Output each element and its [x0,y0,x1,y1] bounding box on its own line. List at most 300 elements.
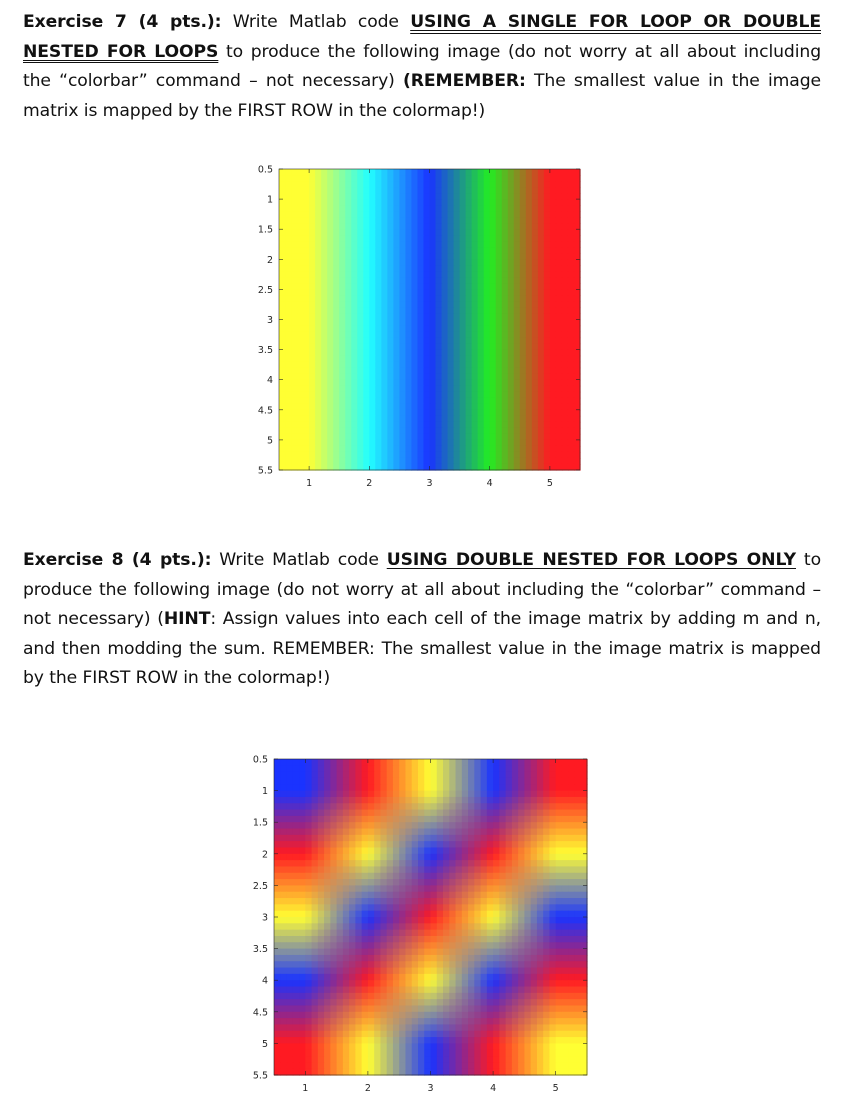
ex7-image-cell [417,229,424,236]
ex7-image-cell [574,247,581,254]
ex8-image-cell [274,879,281,886]
ex8-image-cell [443,930,450,937]
ex7-image-cell [460,440,467,447]
ex8-image-cell [418,854,425,861]
ex7-image-cell [550,350,557,357]
ex7-image-cell [526,452,533,459]
ex7-image-cell [423,301,430,308]
ex8-image-cell [512,904,519,911]
ex8-image-cell [437,866,444,873]
ex8-image-cell [318,784,325,791]
ex7-image-cell [472,241,479,248]
ex7-image-cell [417,464,424,471]
ex7-image-cell [460,175,467,182]
ex8-image-cell [443,866,450,873]
ex7-image-cell [423,247,430,254]
ex8-image-cell [418,1031,425,1038]
ex8-image-cell [474,810,481,817]
ex8-image-cell [462,784,469,791]
ex8-image-cell [355,765,362,772]
ex8-image-cell [343,993,350,1000]
ex8-image-cell [293,791,300,798]
ex7-xtick-label: 3 [426,478,433,489]
ex7-image-cell [345,295,352,302]
ex7-image-cell [502,410,509,417]
ex8-image-cell [330,1018,337,1025]
ex7-image-cell [550,344,557,351]
ex8-image-cell [493,829,500,836]
ex8-image-cell [393,759,400,766]
ex7-image-cell [411,398,418,405]
ex8-image-cell [574,1018,581,1025]
ex7-image-cell [568,265,575,272]
ex7-image-cell [279,181,286,188]
ex7-image-cell [556,434,563,441]
ex7-image-cell [430,344,437,351]
ex8-image-cell [330,791,337,798]
ex7-image-cell [327,277,334,284]
ex8-image-cell [412,1050,419,1057]
ex7-image-cell [279,332,286,339]
ex7-image-cell [508,458,515,465]
ex7-image-cell [291,199,298,206]
ex7-image-cell [285,458,292,465]
ex7-image-cell [285,410,292,417]
ex7-image-cell [514,205,521,212]
ex8-image-cell [468,961,475,968]
ex7-image-cell [321,307,328,314]
ex7-image-cell [472,187,479,194]
ex8-image-cell [299,1031,306,1038]
ex8-image-cell [337,810,344,817]
ex8-image-cell [393,917,400,924]
ex7-image-cell [532,265,539,272]
ex7-image-cell [297,193,304,200]
ex7-image-cell [532,392,539,399]
ex7-image-cell [411,356,418,363]
ex7-image-cell [351,205,358,212]
ex8-image-cell [362,879,369,886]
ex8-image-cell [399,873,406,880]
ex7-image-cell [405,205,412,212]
ex8-image-cell [537,980,544,987]
ex8-image-cell [368,772,375,779]
ex8-image-cell [368,955,375,962]
ex8-image-cell [293,759,300,766]
ex8-image-cell [324,759,331,766]
exercise-8-emphasis: USING DOUBLE NESTED FOR LOOPS ONLY [386,550,796,570]
ex8-image-cell [412,860,419,867]
ex8-image-cell [493,961,500,968]
ex8-image-cell [424,936,431,943]
ex8-image-cell [581,1037,588,1044]
ex7-image-cell [454,223,461,230]
ex7-image-cell [532,458,539,465]
ex7-image-cell [496,199,503,206]
ex7-image-cell [430,338,437,345]
ex7-image-cell [490,326,497,333]
ex7-image-cell [327,211,334,218]
ex8-image-cell [293,1012,300,1019]
ex8-image-cell [337,778,344,785]
ex7-image-cell [411,175,418,182]
ex8-image-cell [581,892,588,899]
ex8-image-cell [512,1024,519,1031]
ex8-image-cell [299,810,306,817]
ex7-image-cell [279,344,286,351]
ex8-image-cell [412,936,419,943]
ex7-image-cell [442,392,449,399]
ex8-image-cell [330,1062,337,1069]
ex8-image-cell [437,873,444,880]
ex8-image-cell [337,841,344,848]
ex7-image-cell [478,271,485,278]
ex7-image-cell [417,410,424,417]
ex8-image-cell [399,898,406,905]
ex8-image-cell [330,879,337,886]
ex8-image-cell [299,841,306,848]
ex7-image-cell [327,247,334,254]
ex7-image-cell [574,464,581,471]
ex7-image-cell [387,205,394,212]
ex7-image-cell [496,392,503,399]
ex7-image-cell [399,464,406,471]
ex7-image-cell [502,464,509,471]
ex7-image-cell [333,398,340,405]
ex8-image-cell [318,885,325,892]
ex8-image-cell [556,904,563,911]
ex7-image-cell [514,350,521,357]
ex7-image-cell [297,223,304,230]
ex7-image-cell [363,326,370,333]
ex7-image-cell [568,283,575,290]
ex7-image-cell [339,181,346,188]
ex8-image-cell [531,1037,538,1044]
ex7-image-cell [321,211,328,218]
ex8-image-cell [462,949,469,956]
ex7-image-cell [484,326,491,333]
ex8-image-cell [506,854,513,861]
ex8-image-cell [393,1056,400,1063]
ex7-image-cell [490,416,497,423]
ex8-image-cell [562,999,569,1006]
ex7-image-cell [411,422,418,429]
ex8-image-cell [468,816,475,823]
ex8-image-cell [431,936,438,943]
ex7-image-cell [520,199,527,206]
ex7-image-cell [502,356,509,363]
ex8-image-cell [387,898,394,905]
ex8-image-cell [343,923,350,930]
ex8-image-cell [337,917,344,924]
ex7-image-cell [430,386,437,393]
ex7-image-cell [568,410,575,417]
ex7-image-cell [303,428,310,435]
ex7-image-cell [321,344,328,351]
ex7-image-cell [442,356,449,363]
ex7-image-cell [423,235,430,242]
ex7-image-cell [411,253,418,260]
ex8-image-cell [499,784,506,791]
ex8-image-cell [305,999,312,1006]
ex8-image-cell [449,987,456,994]
ex7-image-cell [478,253,485,260]
ex7-image-cell [405,434,412,441]
ex8-image-cell [524,999,531,1006]
ex7-image-cell [315,452,322,459]
ex7-image-cell [279,253,286,260]
ex7-image-cell [411,235,418,242]
ex8-image-cell [524,829,531,836]
ex7-image-cell [309,277,316,284]
ex8-image-cell [287,1005,294,1012]
ex7-image-cell [405,307,412,314]
ex7-image-cell [472,458,479,465]
ex8-image-cell [556,772,563,779]
ex8-image-cell [399,955,406,962]
ex8-image-cell [374,803,381,810]
ex8-image-cell [493,955,500,962]
ex8-image-cell [324,942,331,949]
ex8-image-cell [524,961,531,968]
ex8-image-cell [424,784,431,791]
ex8-image-cell [568,772,575,779]
ex7-image-cell [562,253,569,260]
ex8-image-cell [318,987,325,994]
ex8-image-cell [418,816,425,823]
ex7-image-cell [399,169,406,176]
ex8-image-cell [431,1037,438,1044]
ex7-image-cell [544,313,551,320]
ex7-image-cell [484,313,491,320]
ex8-image-cell [312,1037,319,1044]
ex7-image-cell [430,229,437,236]
ex8-image-cell [568,879,575,886]
ex8-image-cell [280,772,287,779]
ex8-image-cell [405,942,412,949]
ex7-image-cell [417,247,424,254]
ex8-image-cell [499,765,506,772]
ex7-image-cell [544,398,551,405]
ex8-image-cell [462,759,469,766]
ex7-image-cell [381,169,388,176]
ex8-image-cell [499,1050,506,1057]
ex8-image-cell [368,784,375,791]
ex7-image-cell [454,392,461,399]
ex7-image-cell [405,446,412,453]
ex8-image-cell [324,1043,331,1050]
ex8-image-cell [280,974,287,981]
ex7-image-cell [333,253,340,260]
ex7-image-cell [550,277,557,284]
ex8-image-cell [474,974,481,981]
ex8-image-cell [456,816,463,823]
ex8-image-cell [512,968,519,975]
ex8-image-cell [412,955,419,962]
ex8-image-cell [449,1005,456,1012]
ex8-image-cell [512,778,519,785]
ex8-image-cell [437,847,444,854]
ex8-image-cell [449,791,456,798]
ex8-image-cell [468,791,475,798]
ex7-image-cell [508,428,515,435]
ex7-image-cell [544,169,551,176]
ex7-image-cell [285,332,292,339]
ex8-image-cell [318,911,325,918]
ex7-image-cell [478,295,485,302]
ex7-image-cell [399,307,406,314]
ex7-image-cell [423,380,430,387]
ex8-image-cell [368,759,375,766]
ex7-image-cell [478,416,485,423]
ex8-image-cell [556,942,563,949]
ex8-image-cell [368,778,375,785]
ex8-image-cell [380,993,387,1000]
ex7-image-cell [514,428,521,435]
ex8-image-cell [487,1056,494,1063]
ex8-image-cell [568,904,575,911]
ex7-image-cell [327,187,334,194]
ex8-image-cell [287,1031,294,1038]
ex7-image-cell [417,380,424,387]
ex7-image-cell [315,265,322,272]
ex8-image-cell [524,784,531,791]
ex8-image-cell [368,961,375,968]
ex8-image-cell [549,892,556,899]
ex7-image-cell [454,277,461,284]
ex8-image-cell [499,847,506,854]
ex7-image-cell [430,235,437,242]
ex8-image-cell [537,873,544,880]
ex7-image-cell [291,452,298,459]
ex8-image-cell [343,1037,350,1044]
ex7-image-cell [369,181,376,188]
ex8-image-cell [474,892,481,899]
ex8-image-cell [355,803,362,810]
ex8-image-cell [399,797,406,804]
ex7-image-cell [291,440,298,447]
ex7-image-cell [393,217,400,224]
ex8-image-cell [330,1037,337,1044]
ex8-image-cell [343,942,350,949]
ex7-image-cell [345,374,352,381]
ex8-image-cell [330,961,337,968]
ex8-image-cell [518,841,525,848]
ex7-image-cell [387,229,394,236]
ex8-image-cell [431,898,438,905]
ex7-image-cell [327,368,334,375]
ex7-image-cell [544,229,551,236]
ex7-image-cell [466,277,473,284]
ex8-image-cell [412,904,419,911]
ex8-image-cell [293,961,300,968]
ex8-image-cell [324,917,331,924]
ex8-image-cell [574,1056,581,1063]
ex8-image-cell [355,835,362,842]
ex7-image-cell [309,265,316,272]
ex7-image-cell [478,229,485,236]
ex8-image-cell [274,772,281,779]
ex8-image-cell [462,822,469,829]
ex7-image-cell [297,440,304,447]
ex8-image-cell [524,1050,531,1057]
ex7-xtick-label: 5 [546,478,553,489]
ex8-image-cell [274,942,281,949]
ex8-image-cell [537,961,544,968]
ex8-image-cell [531,854,538,861]
ex7-image-cell [369,452,376,459]
ex7-image-cell [291,434,298,441]
ex8-image-cell [574,1024,581,1031]
ex7-image-cell [393,368,400,375]
ex7-image-cell [297,404,304,411]
ex7-image-cell [315,350,322,357]
ex7-image-cell [387,253,394,260]
ex8-image-cell [418,866,425,873]
ex8-image-cell [562,1005,569,1012]
ex8-image-cell [487,816,494,823]
ex8-image-cell [512,917,519,924]
ex8-image-cell [487,987,494,994]
ex7-image-cell [405,344,412,351]
ex7-image-cell [369,398,376,405]
ex8-image-cell [537,810,544,817]
ex8-image-cell [274,866,281,873]
ex8-image-cell [443,911,450,918]
ex8-image-cell [493,873,500,880]
ex7-image-cell [484,404,491,411]
ex7-image-cell [532,416,539,423]
ex8-image-cell [305,1012,312,1019]
ex8-image-cell [362,968,369,975]
ex7-image-cell [297,247,304,254]
ex7-image-cell [345,362,352,369]
ex7-image-cell [375,271,382,278]
ex7-image-cell [321,235,328,242]
ex7-image-cell [574,265,581,272]
ex8-image-cell [393,822,400,829]
ex7-image-cell [466,169,473,176]
ex7-image-cell [357,440,364,447]
ex7-image-cell [285,229,292,236]
ex7-image-cell [309,446,316,453]
ex8-image-cell [355,968,362,975]
ex7-image-cell [562,223,569,230]
ex7-image-cell [351,356,358,363]
ex7-image-cell [520,356,527,363]
ex7-image-cell [345,235,352,242]
ex7-image-cell [297,205,304,212]
ex7-image-cell [303,374,310,381]
ex7-image-cell [369,301,376,308]
ex8-image-cell [449,1018,456,1025]
ex8-image-cell [312,810,319,817]
ex8-image-cell [274,885,281,892]
ex7-image-cell [333,428,340,435]
ex8-image-cell [324,772,331,779]
ex7-image-cell [381,187,388,194]
ex7-image-cell [532,199,539,206]
ex7-image-cell [393,253,400,260]
ex8-image-cell [512,930,519,937]
ex8-image-cell [349,1005,356,1012]
ex8-image-cell [506,759,513,766]
ex7-image-cell [423,362,430,369]
ex7-image-cell [466,211,473,218]
ex7-image-cell [279,247,286,254]
ex8-image-cell [556,854,563,861]
ex8-image-cell [280,854,287,861]
